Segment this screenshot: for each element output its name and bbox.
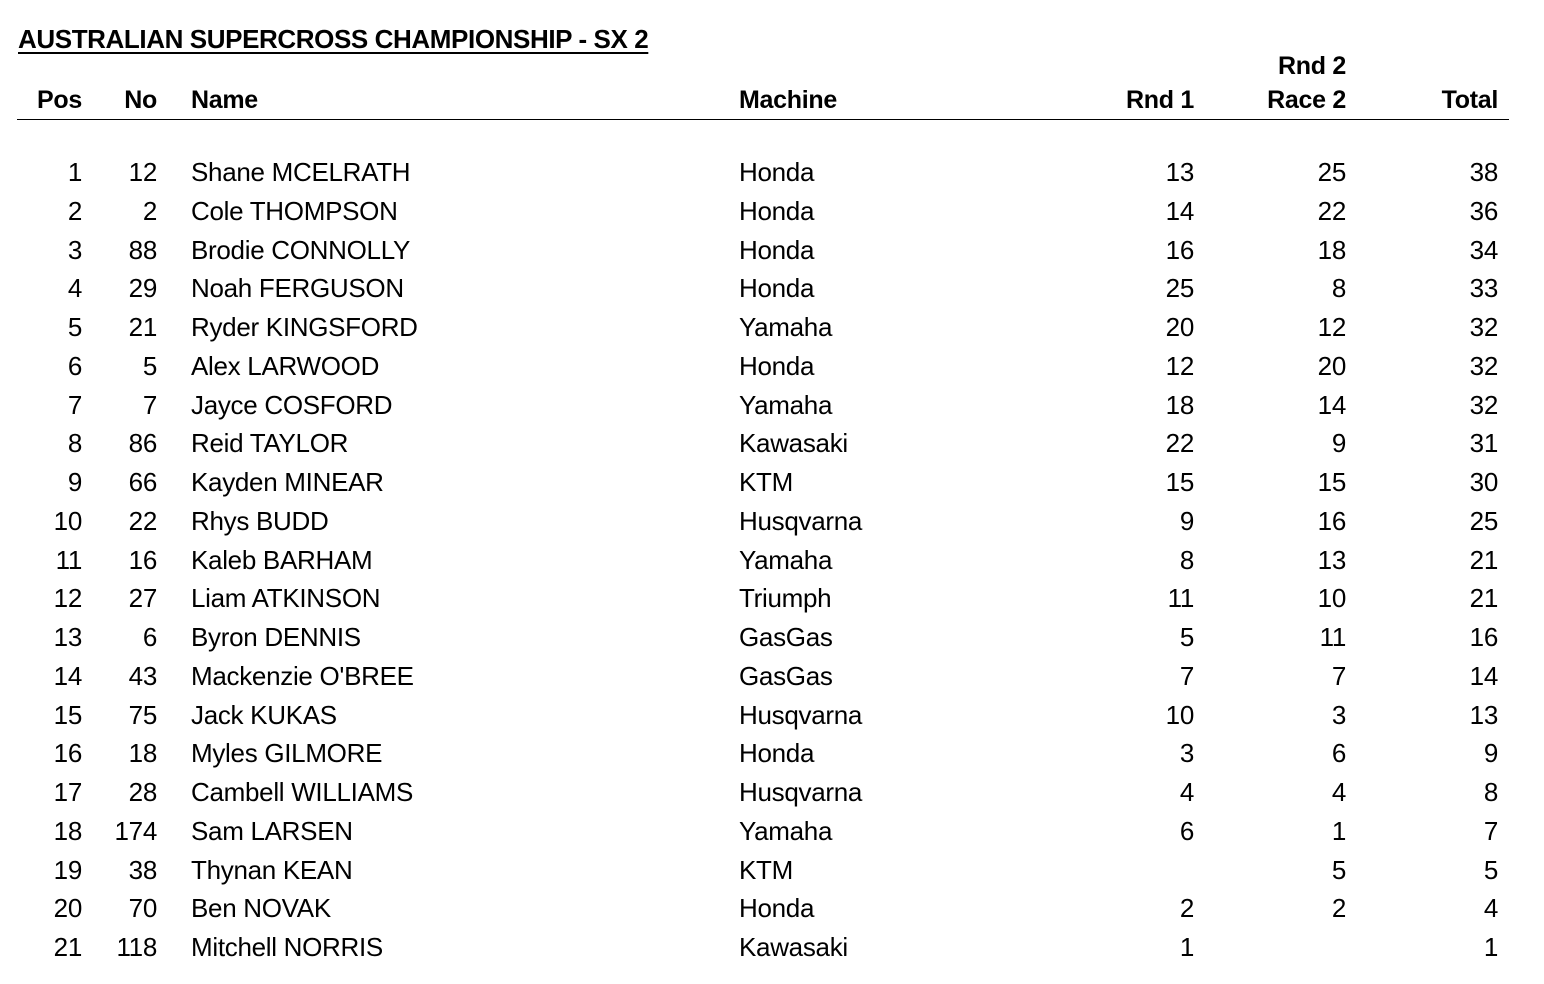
header-name: Name — [191, 86, 258, 114]
rnd2-points-cell: 15 — [1317, 467, 1346, 497]
table-row — [0, 696, 1544, 735]
rider-number-cell: 21 — [128, 312, 157, 342]
rider-name-cell: Jayce COSFORD — [191, 389, 393, 420]
machine-cell: Honda — [739, 350, 815, 381]
pos-cell: 5 — [67, 312, 82, 342]
table-row — [0, 502, 1544, 541]
rnd1-points-cell: 6 — [1179, 815, 1194, 846]
rnd2-points-cell: 8 — [1331, 273, 1346, 304]
rnd1-points-cell: 13 — [1165, 157, 1194, 187]
machine-cell: Kawasaki — [739, 428, 848, 459]
rnd2-points-cell: 13 — [1317, 544, 1346, 575]
table-row — [0, 889, 1544, 928]
total-points-cell: 25 — [1469, 505, 1498, 536]
table-row — [0, 231, 1544, 270]
table-row — [0, 269, 1544, 308]
rnd2-points-cell: 7 — [1331, 660, 1346, 691]
rider-name-cell: Cole THOMPSON — [191, 195, 398, 226]
rnd2-points-cell: 9 — [1331, 428, 1346, 459]
rider-number-cell: 12 — [128, 157, 157, 187]
total-points-cell: 36 — [1469, 195, 1498, 226]
rnd1-points-cell: 25 — [1165, 273, 1194, 304]
table-row — [0, 812, 1544, 851]
rider-number-cell: 22 — [128, 505, 157, 536]
rnd1-points-cell: 4 — [1179, 777, 1194, 807]
table-row — [0, 579, 1544, 618]
pos-cell: 7 — [67, 389, 82, 420]
total-points-cell: 21 — [1469, 583, 1498, 614]
pos-cell: 20 — [53, 893, 82, 924]
total-points-cell: 32 — [1469, 312, 1498, 342]
rnd2-points-cell: 4 — [1331, 777, 1346, 807]
machine-cell: Honda — [739, 893, 815, 924]
rider-number-cell: 75 — [128, 699, 157, 730]
rider-name-cell: Thynan KEAN — [191, 854, 353, 885]
rnd1-points-cell: 2 — [1179, 893, 1194, 924]
total-points-cell: 14 — [1469, 660, 1498, 691]
pos-cell: 15 — [53, 699, 82, 730]
total-points-cell: 30 — [1469, 467, 1498, 497]
table-row — [0, 386, 1544, 425]
table-row — [0, 347, 1544, 386]
total-points-cell: 32 — [1469, 389, 1498, 420]
rider-name-cell: Noah FERGUSON — [191, 273, 404, 304]
table-row — [0, 308, 1544, 347]
header-rnd2-line1: Rnd 2 — [1278, 52, 1346, 80]
total-points-cell: 32 — [1469, 350, 1498, 381]
rnd1-points-cell: 16 — [1165, 234, 1194, 265]
rider-number-cell: 29 — [128, 273, 157, 304]
machine-cell: Honda — [739, 157, 815, 187]
table-row — [0, 618, 1544, 657]
rider-name-cell: Brodie CONNOLLY — [191, 234, 410, 265]
pos-cell: 11 — [55, 544, 82, 575]
pos-cell: 8 — [67, 428, 82, 459]
table-row — [0, 773, 1544, 812]
pos-cell: 19 — [53, 854, 82, 885]
pos-cell: 21 — [53, 932, 82, 962]
total-points-cell: 38 — [1469, 157, 1498, 187]
machine-cell: Husqvarna — [739, 777, 863, 807]
rnd2-points-cell: 14 — [1317, 389, 1346, 420]
header-rnd1: Rnd 1 — [1126, 86, 1194, 114]
rider-name-cell: Ben NOVAK — [191, 893, 331, 924]
pos-cell: 17 — [53, 777, 82, 807]
table-row — [0, 153, 1544, 192]
header-total: Total — [1441, 86, 1498, 114]
rnd2-points-cell: 5 — [1331, 854, 1346, 885]
rnd2-points-cell: 22 — [1317, 195, 1346, 226]
rider-name-cell: Sam LARSEN — [191, 815, 353, 846]
rnd1-points-cell: 8 — [1179, 544, 1194, 575]
rider-name-cell: Jack KUKAS — [191, 699, 337, 730]
pos-cell: 12 — [53, 583, 82, 614]
table-row — [0, 657, 1544, 696]
machine-cell: Yamaha — [739, 312, 833, 342]
rider-number-cell: 70 — [128, 893, 157, 924]
pos-cell: 2 — [67, 195, 82, 226]
machine-cell: Honda — [739, 234, 815, 265]
machine-cell: Yamaha — [739, 544, 833, 575]
pos-cell: 1 — [67, 157, 82, 187]
header-no: No — [124, 86, 157, 114]
pos-cell: 3 — [67, 234, 82, 265]
rider-number-cell: 174 — [114, 815, 157, 846]
rider-name-cell: Cambell WILLIAMS — [191, 777, 414, 807]
pos-cell: 9 — [67, 467, 82, 497]
rider-number-cell: 6 — [142, 622, 157, 652]
rnd1-points-cell: 3 — [1179, 738, 1194, 769]
header-rnd2-line2: Race 2 — [1267, 86, 1346, 114]
total-points-cell: 16 — [1469, 622, 1498, 652]
total-points-cell: 33 — [1469, 273, 1498, 304]
pos-cell: 14 — [53, 660, 82, 691]
rider-name-cell: Ryder KINGSFORD — [191, 312, 418, 342]
rider-name-cell: Myles GILMORE — [191, 738, 383, 769]
machine-cell: KTM — [739, 467, 793, 497]
total-points-cell: 8 — [1483, 777, 1498, 807]
rider-name-cell: Mackenzie O'BREE — [191, 660, 414, 691]
rnd2-points-cell: 25 — [1317, 157, 1346, 187]
rnd2-points-cell: 6 — [1331, 738, 1346, 769]
rnd2-points-cell: 2 — [1331, 893, 1346, 924]
results-table — [0, 153, 1544, 967]
machine-cell: Yamaha — [739, 389, 833, 420]
rnd1-points-cell: 22 — [1165, 428, 1194, 459]
rider-number-cell: 2 — [142, 195, 157, 226]
rnd1-points-cell: 7 — [1179, 660, 1194, 691]
total-points-cell: 13 — [1469, 699, 1498, 730]
pos-cell: 6 — [67, 350, 82, 381]
rider-number-cell: 38 — [128, 854, 157, 885]
rider-number-cell: 66 — [128, 467, 157, 497]
rider-name-cell: Mitchell NORRIS — [191, 932, 383, 962]
rnd1-points-cell: 9 — [1179, 505, 1194, 536]
rnd1-points-cell: 20 — [1165, 312, 1194, 342]
rnd1-points-cell: 18 — [1165, 389, 1194, 420]
rider-number-cell: 27 — [128, 583, 157, 614]
rider-number-cell: 86 — [128, 428, 157, 459]
rider-name-cell: Alex LARWOOD — [191, 350, 380, 381]
rnd1-points-cell: 11 — [1167, 583, 1194, 614]
machine-cell: Kawasaki — [739, 932, 848, 962]
rider-name-cell: Liam ATKINSON — [191, 583, 381, 614]
total-points-cell: 21 — [1469, 544, 1498, 575]
pos-cell: 13 — [53, 622, 82, 652]
total-points-cell: 31 — [1469, 428, 1498, 459]
pos-cell: 10 — [53, 505, 82, 536]
machine-cell: Honda — [739, 738, 815, 769]
rnd2-points-cell: 3 — [1331, 699, 1346, 730]
table-row — [0, 541, 1544, 580]
machine-cell: Honda — [739, 195, 815, 226]
header-pos: Pos — [37, 86, 82, 114]
pos-cell: 4 — [67, 273, 82, 304]
rider-number-cell: 7 — [142, 389, 157, 420]
rider-number-cell: 16 — [128, 544, 157, 575]
rnd2-points-cell: 1 — [1331, 815, 1346, 846]
rnd1-points-cell: 1 — [1179, 932, 1194, 962]
rider-number-cell: 28 — [128, 777, 157, 807]
table-row — [0, 928, 1544, 967]
rider-name-cell: Kaleb BARHAM — [191, 544, 373, 575]
rnd1-points-cell: 10 — [1165, 699, 1194, 730]
total-points-cell: 5 — [1483, 854, 1498, 885]
total-points-cell: 4 — [1483, 893, 1498, 924]
total-points-cell: 7 — [1483, 815, 1498, 846]
pos-cell: 18 — [53, 815, 82, 846]
rider-number-cell: 88 — [128, 234, 157, 265]
total-points-cell: 9 — [1483, 738, 1498, 769]
machine-cell: GasGas — [739, 622, 833, 652]
total-points-cell: 34 — [1469, 234, 1498, 265]
rnd2-points-cell: 16 — [1317, 505, 1346, 536]
rnd1-points-cell: 15 — [1165, 467, 1194, 497]
rnd2-points-cell: 10 — [1317, 583, 1346, 614]
rider-number-cell: 118 — [116, 932, 157, 962]
rider-name-cell: Reid TAYLOR — [191, 428, 349, 459]
table-row — [0, 851, 1544, 890]
rnd2-points-cell: 11 — [1319, 622, 1346, 652]
table-row — [0, 192, 1544, 231]
total-points-cell: 1 — [1483, 932, 1498, 962]
machine-cell: GasGas — [739, 660, 833, 691]
table-row — [0, 734, 1544, 773]
rider-number-cell: 18 — [128, 738, 157, 769]
table-row — [0, 424, 1544, 463]
header-machine: Machine — [739, 86, 837, 114]
machine-cell: Yamaha — [739, 815, 833, 846]
machine-cell: KTM — [739, 854, 793, 885]
rider-name-cell: Rhys BUDD — [191, 505, 329, 536]
rider-name-cell: Kayden MINEAR — [191, 467, 384, 497]
machine-cell: Husqvarna — [739, 505, 863, 536]
rnd1-points-cell: 12 — [1165, 350, 1194, 381]
rider-number-cell: 5 — [142, 350, 157, 381]
rider-name-cell: Byron DENNIS — [191, 622, 361, 652]
pos-cell: 16 — [53, 738, 82, 769]
machine-cell: Triumph — [739, 583, 832, 614]
rnd2-points-cell: 18 — [1317, 234, 1346, 265]
rnd1-points-cell: 14 — [1165, 195, 1194, 226]
rnd2-points-cell: 20 — [1317, 350, 1346, 381]
machine-cell: Husqvarna — [739, 699, 863, 730]
page-title: AUSTRALIAN SUPERCROSS CHAMPIONSHIP - SX 2 — [18, 24, 649, 54]
rider-number-cell: 43 — [128, 660, 157, 691]
rider-name-cell: Shane MCELRATH — [191, 157, 411, 187]
table-row — [0, 463, 1544, 502]
machine-cell: Honda — [739, 273, 815, 304]
header-divider — [17, 119, 1509, 120]
rnd1-points-cell: 5 — [1179, 622, 1194, 652]
rnd2-points-cell: 12 — [1317, 312, 1346, 342]
